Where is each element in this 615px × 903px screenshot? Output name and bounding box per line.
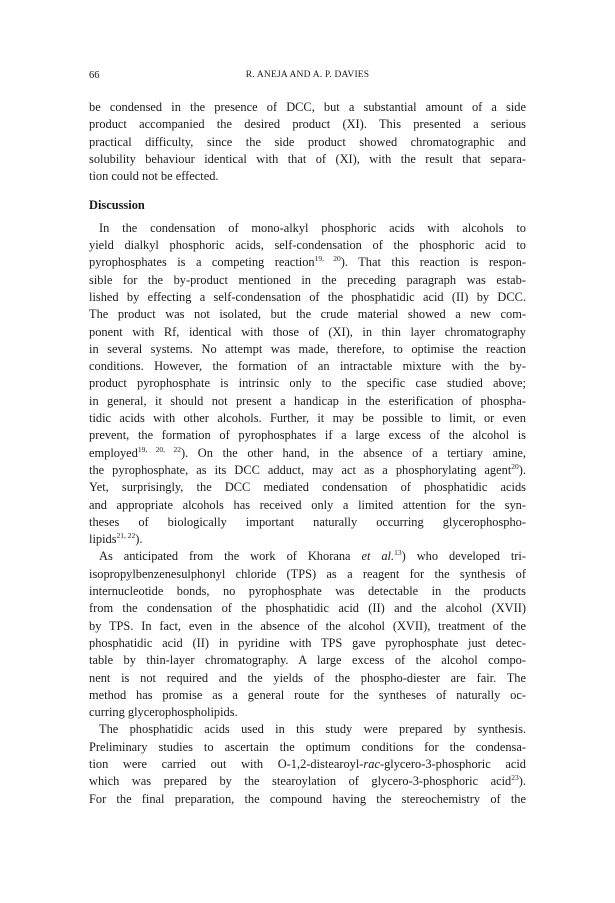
text-line: For the final preparation, the compound having the stereochemistry of the (89, 791, 526, 806)
text-run: which was prepared by the stearoylation of glycero-3-phosphoric acid (89, 774, 512, 789)
text-line: prevent, the formation of pyrophosphates if a large excess of the alcohol is (89, 428, 526, 443)
text-run-italic: et al. (361, 549, 395, 564)
text-run: pyrophosphates is a competing reaction (89, 255, 315, 270)
text-run: ). On the other hand, in the absence of a tertiary amine, (180, 445, 526, 460)
text-run: lipids (89, 532, 117, 547)
text-run: ). (135, 532, 143, 547)
text-line: conditions. However, the formation of an intractable mixture with the by- (89, 359, 526, 374)
text-line (89, 756, 526, 773)
body-text (89, 99, 526, 808)
text-line: table by thin-layer chromatography. A large excess of the alcohol compo- (89, 653, 526, 668)
text-run: the pyrophosphate, as its DCC adduct, may act as a phosphorylating agent (89, 462, 512, 477)
text-run: ). That this reaction is respon- (340, 255, 526, 270)
text-line: curring glycerophospholipids. (89, 705, 238, 720)
text-line: The product was not isolated, but the crude material showed a new com- (89, 307, 526, 322)
text-line: theses of biologically important naturally occurring glycerophospho- (89, 514, 526, 529)
text-line (89, 548, 526, 565)
text-line: be condensed in the presence of DCC, but a substantial amount of a side (89, 100, 526, 114)
text-line: phosphatidic acid (II) in pyridine with TPS gave pyrophosphate just detec- (89, 635, 526, 650)
text-line: and appropriate alcohols has received only a limited attention for the syn- (89, 497, 526, 512)
text-line: method has promise as a general route for the syntheses of naturally oc- (89, 687, 526, 702)
text-line: isopropylbenzenesulphonyl chloride (TPS) as a reagent for the synthesis of (89, 566, 526, 581)
citation-ref: 19, 20 (314, 254, 341, 264)
citation-ref: 13 (394, 548, 402, 558)
text-line (89, 462, 526, 479)
text-run: As anticipated from the work of Khorana (99, 549, 362, 564)
text-run: ). (518, 462, 526, 477)
text-line: sible for the by-product mentioned in the preceding paragraph was estab- (89, 272, 526, 287)
text-line: in several systems. No attempt was made, therefore, to optimise the reaction (89, 341, 526, 356)
text-line: from the condensation of the phosphatidic acid (II) and the alcohol (XVII) (89, 601, 526, 616)
text-run: employed (89, 445, 138, 460)
text-line (89, 445, 526, 462)
text-line: ponent with Rf, identical with those of (XI), in thin layer chromatography (89, 324, 526, 339)
text-line: Yet, surprisingly, the DCC mediated condensation of phosphatidic acids (89, 480, 526, 495)
section-heading: Discussion (89, 198, 145, 213)
text-line: in general, it should not present a handicap in the esterification of phospha- (89, 393, 526, 408)
citation-ref: 21, 22 (116, 531, 136, 541)
running-title: R. ANEJA AND A. P. DAVIES (245, 70, 370, 80)
running-head (89, 70, 526, 84)
text-line: The phosphatidic acids used in this study were prepared by synthesis. (99, 722, 526, 737)
text-line: yield dialkyl phosphoric acids, self-condensation of the phosphoric acid to (89, 238, 526, 253)
text-line: solubility behaviour identical with that of (XI), with the result that separa- (89, 151, 526, 166)
paragraph-discussion-3 (89, 721, 526, 807)
text-line: product accompanied the desired product (XI). This presented a serious (89, 117, 526, 132)
text-run-italic: rac (363, 756, 380, 771)
text-line: tidic acids with other alcohols. Further, it may be possible to limit, or even (89, 411, 526, 426)
text-line (89, 254, 526, 271)
text-line: product pyrophosphate is intrinsic only to the specific case studied above; (89, 376, 526, 391)
page-number: 66 (89, 70, 100, 81)
citation-ref: 19, 20, 22 (137, 444, 181, 454)
text-run: -glycero-3-phosphoric acid (379, 756, 527, 771)
citation-ref: 23 (511, 773, 519, 783)
text-run: ). (518, 774, 526, 789)
paragraph-discussion-2 (89, 548, 526, 721)
text-line: Preliminary studies to ascertain the optimum conditions for the condensa- (89, 739, 526, 754)
text-line (89, 773, 526, 790)
text-line: nent is not required and the yields of the phospho-diester are fair. The (89, 670, 526, 685)
text-run: ) who developed tri- (401, 549, 526, 564)
text-line: lished by effecting a self-condensation of the phosphatidic acid (II) by DCC. (89, 289, 526, 304)
text-line: tion could not be effected. (89, 169, 219, 184)
text-line: by TPS. In fact, even in the absence of the alcohol (XVII), treatment of the (89, 618, 526, 633)
paragraph-discussion-1 (89, 220, 526, 549)
text-line: In the condensation of mono-alkyl phosphoric acids with alcohols to (99, 220, 526, 235)
paragraph-continued (89, 99, 526, 185)
citation-ref: 20 (511, 461, 519, 471)
text-line: internucleotide bonds, no pyrophosphate was detectable in the products (89, 584, 526, 599)
text-run: tion were carried out with O-1,2-distearoyl- (89, 756, 364, 771)
text-line (89, 531, 526, 548)
text-line: practical difficulty, since the side product showed chromatographic and (89, 134, 526, 149)
